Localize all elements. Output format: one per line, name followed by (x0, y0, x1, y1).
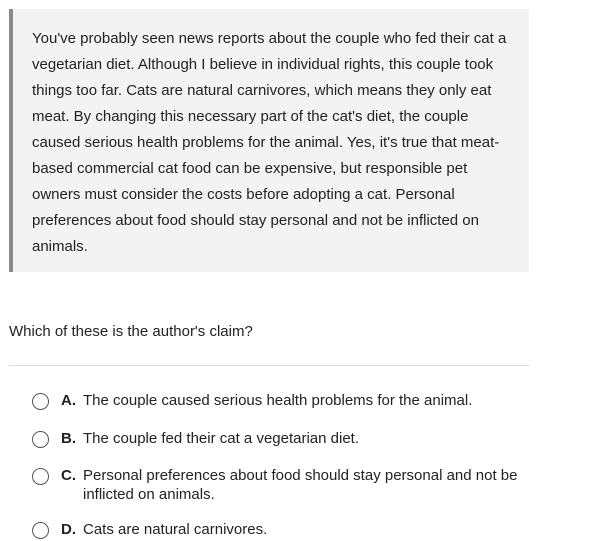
option-text-d: Cats are natural carnivores. (83, 521, 268, 538)
option-text-c: Personal preferences about food should stay personal and not be inflicted on animals. (83, 467, 518, 503)
option-letter-c: C. (61, 467, 76, 484)
option-letter-a: A. (61, 392, 76, 409)
option-text-a: The couple caused serious health problems for the animal. (83, 392, 473, 409)
radio-button-b[interactable] (32, 431, 49, 448)
option-letter-b: B. (61, 430, 76, 447)
radio-button-a[interactable] (32, 393, 49, 410)
radio-button-c[interactable] (32, 468, 49, 485)
option-letter-d: D. (61, 521, 76, 538)
passage-text: You've probably seen news reports about the couple who fed their cat a vegetarian diet. Although I believe in individual rights, this couple took things too far. Cats are natural carnivores, which means they only eat meat. By changing this necessary part of the cat's diet, the couple caused serious health problems for the animal. Yes, it's true that meat-based commercial cat food can be expensive, but responsible pet owners must consider the costs before adopting a cat. Personal preferences about food should stay personal and not be inflicted on animals. (32, 30, 507, 255)
option-text-b: The couple fed their cat a vegetarian diet. (83, 430, 360, 447)
question-prompt: Which of these is the author's claim? (9, 323, 253, 340)
radio-button-d[interactable] (32, 522, 49, 539)
